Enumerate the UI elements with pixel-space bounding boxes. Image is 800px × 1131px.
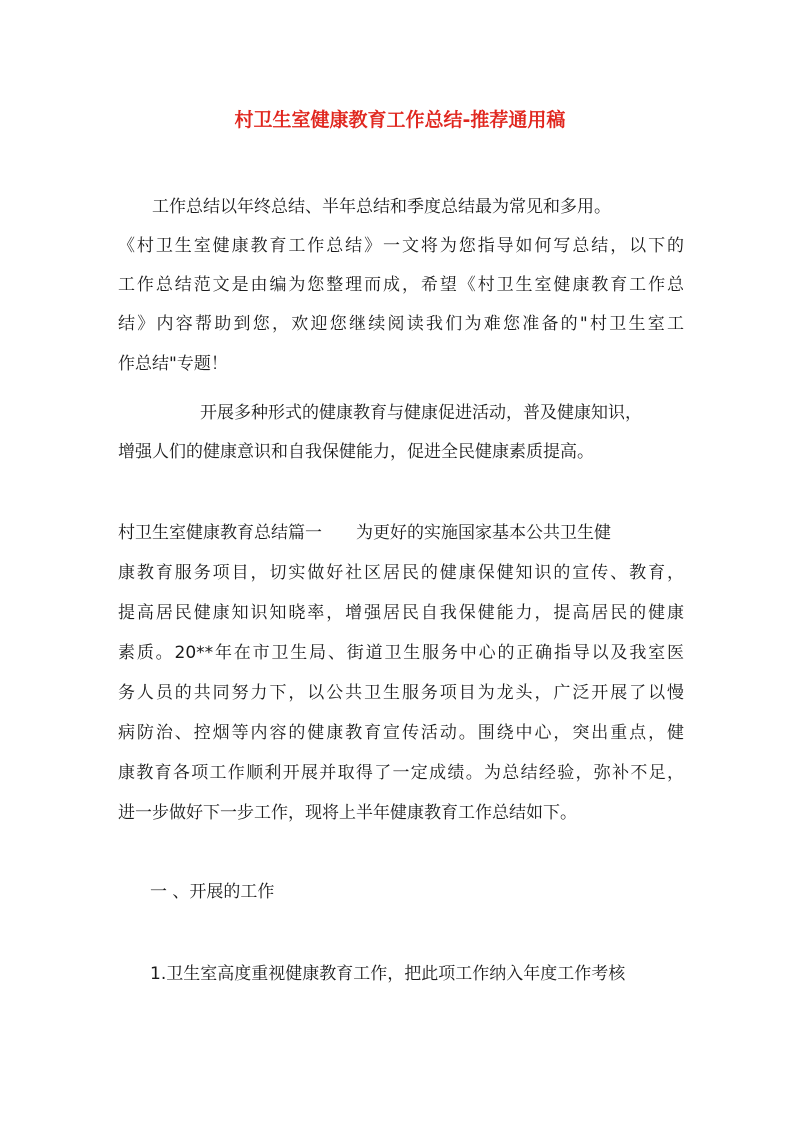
document-title: 村卫生室健康教育工作总结-推荐通用稿 <box>234 109 566 131</box>
section-one-line-7: 康教育各项工作顺利开展并取得了一定成绩。为总结经验，弥补不足， <box>118 763 684 783</box>
intro-line-4: 结》内容帮助到您，欢迎您继续阅读我们为难您准备的"村卫生室工 <box>118 314 684 334</box>
section-one-line-2: 康教育服务项目，切实做好社区居民的健康保健知识的宣传、教育， <box>118 563 684 583</box>
section-one-line-6: 病防治、控烟等内容的健康教育宣传活动。围绕中心，突出重点，健 <box>118 723 684 743</box>
section-one-heading: 村卫生室健康教育总结篇一 <box>118 523 322 543</box>
summary-line-1: 开展多种形式的健康教育与健康促进活动，普及健康知识， <box>200 403 642 423</box>
section-one-line-4: 素质。20**年在市卫生局、街道卫生服务中心的正确指导以及我室医 <box>118 643 684 663</box>
section-one-first-line-rest: 为更好的实施国家基本公共卫生健 <box>356 523 611 543</box>
section-one-first-line <box>118 520 611 546</box>
item-one-text: 1.卫生室高度重视健康教育工作，把此项工作纳入年度工作考核 <box>150 964 626 984</box>
section-one-line-8: 进一步做好下一步工作，现将上半年健康教育工作总结如下。 <box>118 803 577 823</box>
section-one-line-3: 提高居民健康知识知晓率，增强居民自我保健能力，提高居民的健康 <box>118 603 684 623</box>
intro-line-2: 《村卫生室健康教育工作总结》一文将为您指导如何写总结，以下的 <box>118 236 684 256</box>
intro-line-1: 工作总结以年终总结、半年总结和季度总结最为常见和多用。 <box>152 197 611 217</box>
intro-line-5: 作总结"专题！ <box>118 354 228 374</box>
section-subheading: 一 、开展的工作 <box>150 882 275 902</box>
section-one-line-5: 务人员的共同努力下，以公共卫生服务项目为龙头，广泛开展了以慢 <box>118 683 684 703</box>
intro-line-3: 工作总结范文是由编为您整理而成，希望《村卫生室健康教育工作总 <box>118 275 684 295</box>
summary-line-2: 增强人们的健康意识和自我保健能力，促进全民健康素质提高。 <box>118 442 594 462</box>
